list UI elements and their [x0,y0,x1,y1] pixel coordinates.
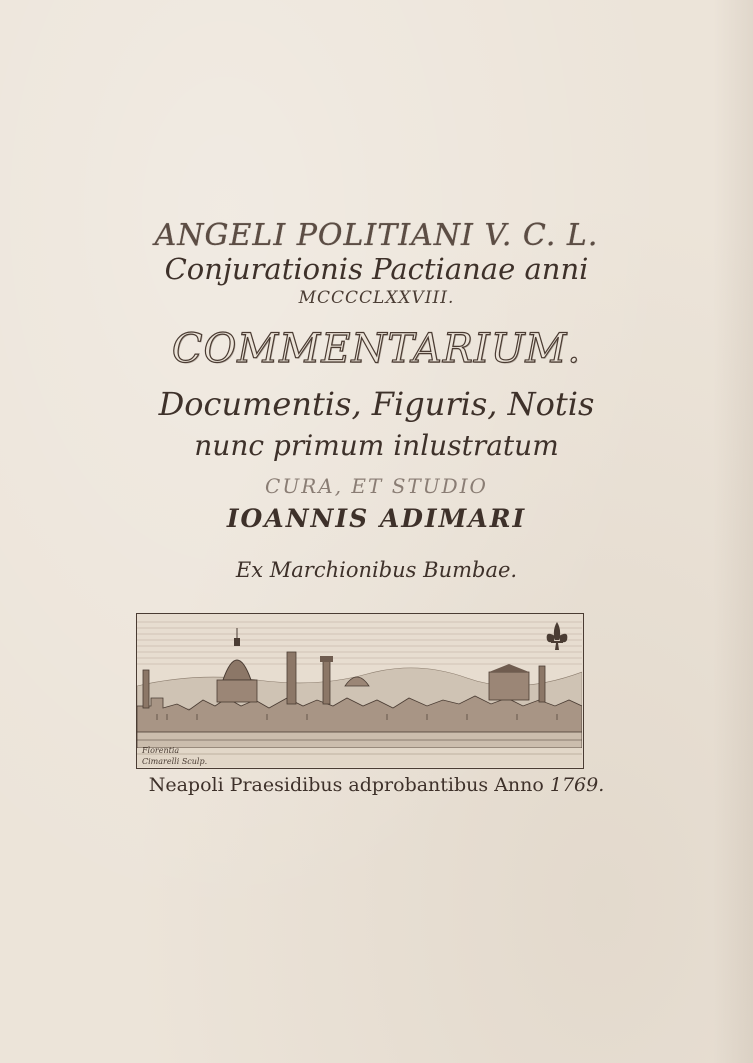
subject-line: Conjurationis Pactianae anni [164,252,589,286]
florence-view-engraving [136,613,584,769]
imprint-line [0,774,753,796]
engraving-place-caption: Florentia [142,746,180,755]
engraver-signature: Cimarelli Sculp. [142,757,208,766]
city-skyline-illustration [137,614,582,767]
author-line: ANGELI POLITIANI V. C. L. [154,218,599,253]
editor-intro-line: CURA, ET STUDIO [265,474,488,498]
subtitle-line-1: Documentis, Figuris, Notis [158,385,595,423]
imprint-text: Neapoli Praesidibus adprobantibus Anno [148,774,544,796]
main-title: COMMENTARIUM. [171,326,582,372]
subtitle-line-2: nunc primum inlustratum [194,429,559,462]
editor-name: IOANNIS ADIMARI [226,504,527,533]
year-roman-line: MCCCCLXXVIII. [298,288,455,308]
editor-lineage: Ex Marchionibus Bumbae. [235,558,518,582]
imprint-year: 1769. [549,774,605,796]
